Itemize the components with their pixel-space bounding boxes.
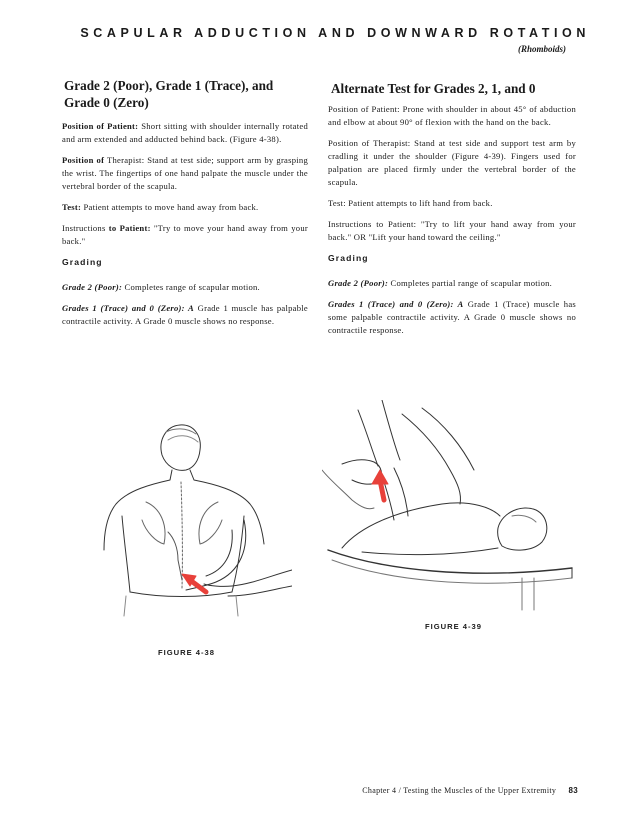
left-grade-2	[62, 281, 308, 294]
text: Completes range of scapular motion.	[124, 282, 260, 292]
left-patient-position	[62, 120, 308, 146]
text: Completes partial range of scapular motion.	[390, 278, 553, 288]
figure-4-38-illustration	[82, 420, 292, 620]
therapist-figure	[322, 400, 474, 509]
label: Grades 1 (Trace) and 0 (Zero): A	[328, 299, 464, 309]
figure-4-39-illustration	[322, 400, 584, 612]
label: Position of Patient:	[62, 121, 139, 131]
force-arrow-icon	[372, 470, 388, 500]
prefix: Instructions	[62, 223, 106, 233]
patient-figure	[342, 468, 547, 555]
left-column	[62, 77, 308, 336]
right-therapist-position: Position of Therapist: Stand at test side and support test arm by cradling it under the shoulder (Figure 4-39). Fingers used for palpation are placed firmly under the vertebral border of the scapula.	[328, 138, 576, 187]
right-patient-position: Position of Patient: Prone with shoulder in about 45° of abduction and elbow at about 90° of flexion with the hand on the back.	[328, 104, 576, 127]
left-grading-heading: Grading	[62, 257, 103, 267]
right-heading: Alternate Test for Grades 2, 1, and 0	[331, 81, 536, 96]
force-arrow-icon	[182, 574, 206, 592]
left-heading: Grade 2 (Poor), Grade 1 (Trace), and Grade 0 (Zero)	[64, 78, 274, 110]
page-header-subtitle: (Rhomboids)	[517, 44, 566, 54]
label: Test:	[62, 202, 82, 212]
page-header-title: SCAPULAR ADDUCTION AND DOWNWARD ROTATION	[80, 26, 590, 40]
text: "Try to move your hand away from your back."	[62, 223, 308, 246]
figure-4-38-caption: FIGURE 4-38	[158, 648, 215, 657]
footer-chapter-title: Chapter 4 / Testing the Muscles of the Upper Extremity	[362, 786, 557, 795]
left-therapist-position	[62, 154, 308, 193]
label: Grade 2 (Poor):	[62, 282, 123, 292]
page-number: 83	[568, 786, 578, 795]
text: Short sitting with shoulder internally rotated and arm extended and adducted behind back. (Figure 4-38).	[62, 121, 308, 144]
text: Patient attempts to move hand away from back.	[83, 202, 259, 212]
right-column	[328, 80, 576, 345]
label: to Patient:	[108, 223, 151, 233]
label: Position of	[62, 155, 105, 165]
right-test: Test: Patient attempts to lift hand from back.	[328, 198, 493, 208]
text: Therapist: Stand at test side; support arm by grasping the wrist. The fingertips of one hand palpate the muscle under the vertebral border of the scapula.	[62, 155, 308, 191]
label: Grade 2 (Poor):	[328, 278, 389, 288]
left-test	[62, 201, 308, 214]
label: Grades 1 (Trace) and 0 (Zero): A	[62, 303, 195, 313]
figure-4-39-caption: FIGURE 4-39	[425, 622, 482, 631]
left-instructions	[62, 222, 308, 248]
right-instructions: Instructions to Patient: "Try to lift your hand away from your back." OR "Lift your hand toward the ceiling."	[328, 219, 576, 242]
text: Grade 1 (Trace) muscle has some palpable contractile activity. A Grade 0 muscle shows no contractile response.	[328, 299, 576, 335]
page-footer	[0, 786, 578, 795]
text: Grade 1 muscle has palpable contractile activity. A Grade 0 muscle shows no response.	[62, 303, 308, 326]
table	[328, 550, 572, 610]
left-grades-1-0	[62, 302, 308, 328]
right-grade-2	[328, 277, 576, 290]
right-grading-heading: Grading	[328, 253, 369, 263]
right-grades-1-0	[328, 298, 576, 337]
